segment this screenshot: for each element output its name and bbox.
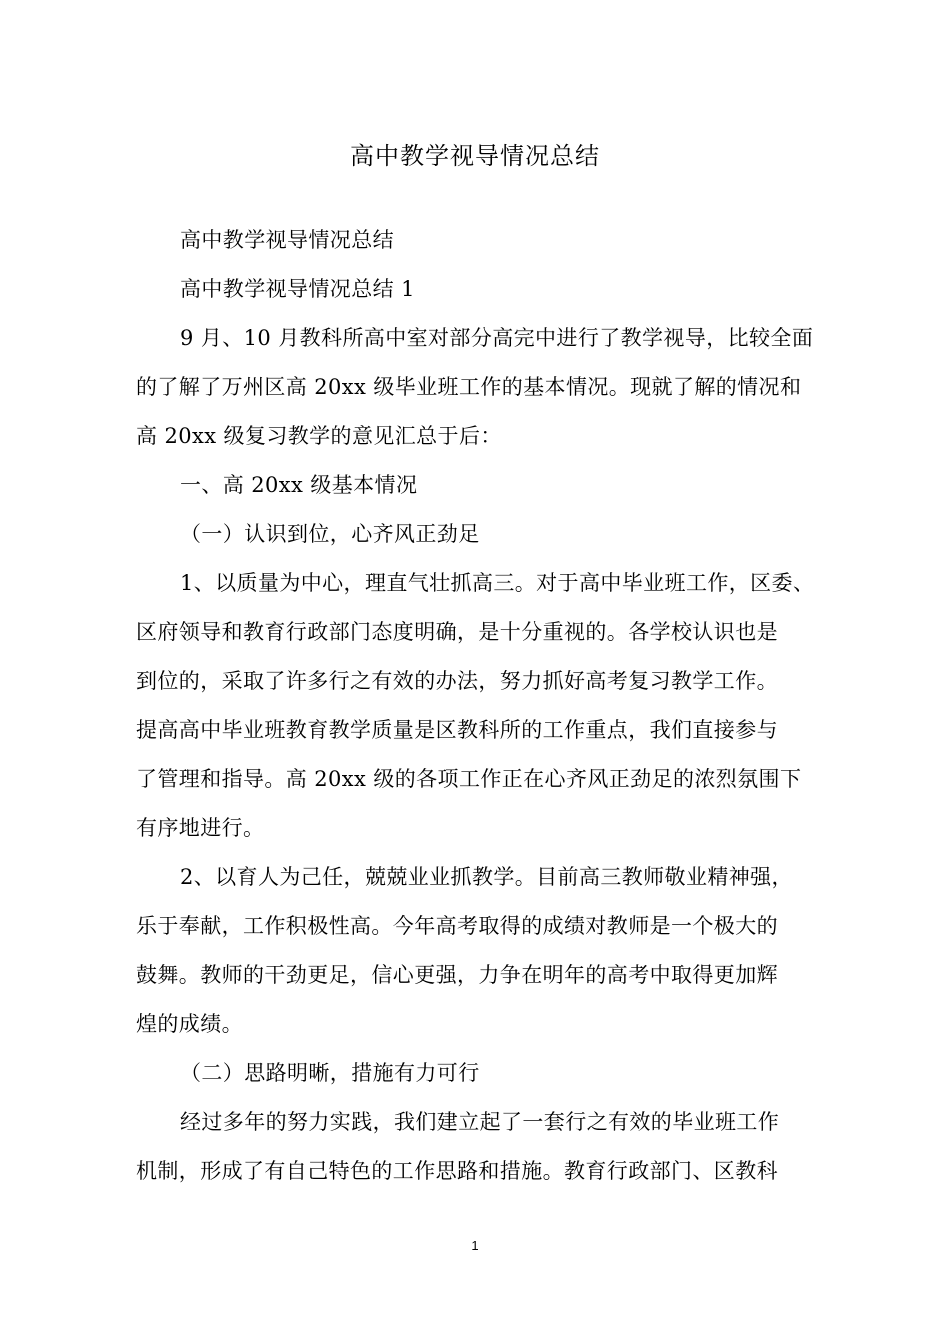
body-line: 机制，形成了有自己特色的工作思路和措施。教育行政部门、区教科 [136,1159,778,1183]
body-line: 的了解了万州区高 20xx 级毕业班工作的基本情况。现就了解的情况和 [136,375,802,399]
body-line: 高中教学视导情况总结 1 [180,277,415,301]
body-line: 2、以育人为己任，兢兢业业抓教学。目前高三教师敬业精神强， [180,865,793,889]
document-title: 高中教学视导情况总结 [350,142,600,170]
body-line: （一）认识到位，心齐风正劲足 [180,522,480,546]
body-line: 高中教学视导情况总结 [180,228,394,252]
body-line: 经过多年的努力实践，我们建立起了一套行之有效的毕业班工作 [180,1110,780,1134]
page-number: 1 [471,1238,479,1253]
body-line: 高 20xx 级复习教学的意见汇总于后： [136,424,502,448]
body-line: 1、以质量为中心，理直气壮抓高三。对于高中毕业班工作，区委、 [180,571,815,595]
body-line: 鼓舞。教师的干劲更足，信心更强，力争在明年的高考中取得更加辉 [136,963,778,987]
body-line: 煌的成绩。 [136,1012,243,1036]
body-line: 提高高中毕业班教育教学质量是区教科所的工作重点，我们直接参与 [136,718,778,742]
body-line: 有序地进行。 [136,816,265,840]
body-line: 9 月、10 月教科所高中室对部分高完中进行了教学视导，比较全面 [180,326,814,350]
body-line: 乐于奉献，工作积极性高。今年高考取得的成绩对教师是一个极大的 [136,914,778,938]
body-line: 区府领导和教育行政部门态度明确，是十分重视的。各学校认识也是 [136,620,778,644]
body-line: 到位的，采取了许多行之有效的办法，努力抓好高考复习教学工作。 [136,669,778,693]
body-line: （二）思路明晰，措施有力可行 [180,1061,480,1085]
document-body [136,216,826,1196]
body-line: 了管理和指导。高 20xx 级的各项工作正在心齐风正劲足的浓烈氛围下 [136,767,802,791]
body-line: 一、高 20xx 级基本情况 [180,473,418,497]
